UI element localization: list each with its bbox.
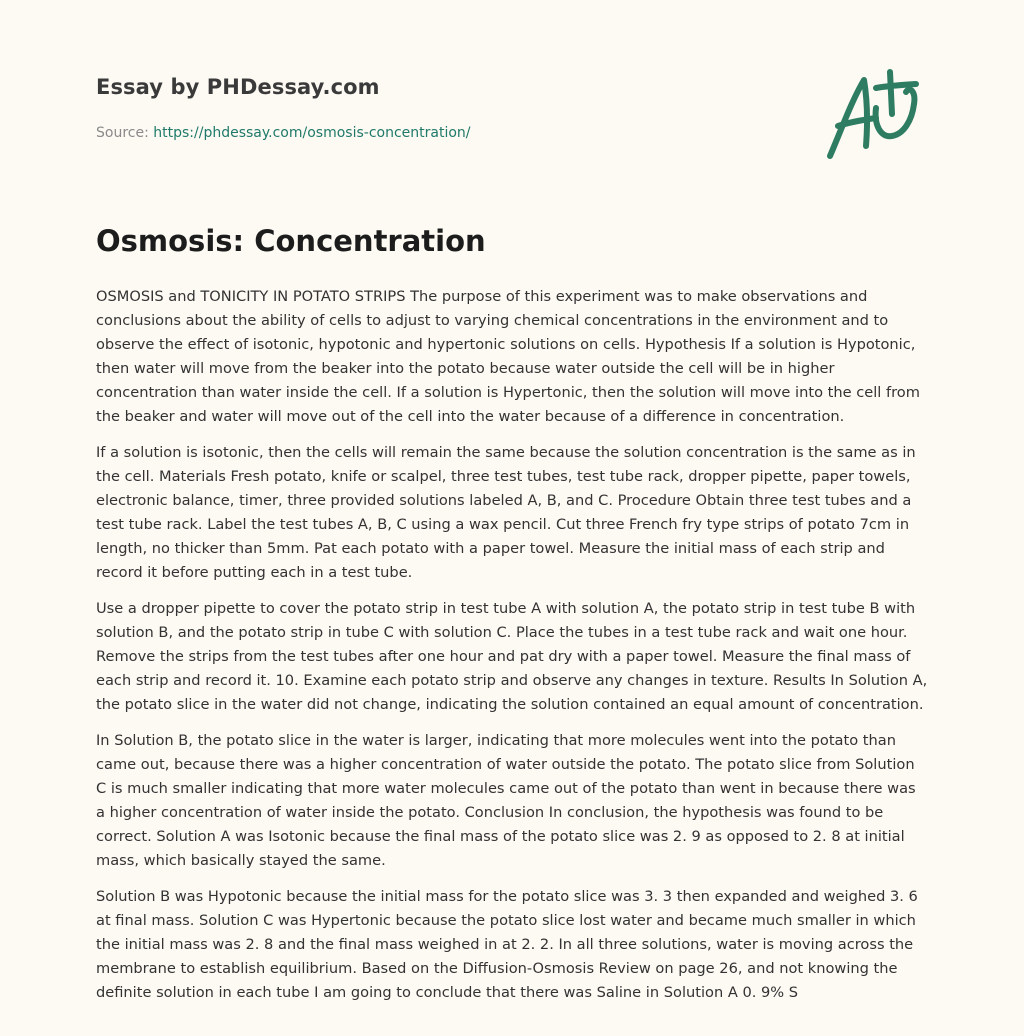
paragraph: In Solution B, the potato slice in the water is larger, indicating that more molecules went into the potato than came out, because there was a higher concentration of water outside the potato. The potato slice from Solution C is much smaller indicating that more water molecules came out of the potato than went in because there was a higher concentration of water inside the potato. Conclusion In conclusion, the hypothesis was found to be correct. Solution A was Isotonic because the final mass of the potato slice was 2. 9 as opposed to 2. 8 at initial mass, which basically stayed the same. [96,732,916,869]
source-label: Source: [96,125,149,141]
paragraph: Use a dropper pipette to cover the potato strip in test tube A with solution A, the potato strip in test tube B with solution B, and the potato strip in tube C with solution C. Place the tubes in a test tube rack and wait one hour. Remove the strips from the test tubes after one hour and pat dry with a paper towel. Measure the final mass of each strip and record it. 10. Examine each potato strip and observe any changes in texture. Results In Solution A, the potato slice in the water did not change, indicating the solution contained an equal amount of concentration. [96,600,928,713]
paragraph: Solution B was Hypotonic because the initial mass for the potato slice was 3. 3 then expanded and weighed 3. 6 at final mass. Solution C was Hypertonic because the potato slice lost water and became much smaller in which the initial mass was 2. 8 and the final mass weighed in at 2. 2. In all three solutions, water is moving across the membrane to establish equilibrium. Based on the Diffusion-Osmosis Review on page 26, and not knowing the definite solution in each tube I am going to conclude that there was Saline in Solution A 0. 9% S [96,888,918,1001]
paragraph: If a solution is isotonic, then the cells will remain the same because the solution concentration is the same as in the cell. Materials Fresh potato, knife or scalpel, three test tubes, test tube rack, dropper pipette, paper towels, electronic balance, timer, three provided solutions labeled A, B, and C. Procedure Obtain three test tubes and a test tube rack. Label the test tubes A, B, C using a wax pencil. Cut three French fry type strips of potato 7cm in length, no thicker than 5mm. Pat each potato with a paper towel. Measure the initial mass of each strip and record it before putting each in a test tube. [96,444,916,581]
article-body [96,285,928,1017]
page-header [96,75,928,141]
source-line [96,125,471,141]
a-plus-logo-icon [820,68,930,164]
article-title: Osmosis: Concentration [96,224,486,258]
paragraph: OSMOSIS and TONICITY IN POTATO STRIPS The purpose of this experiment was to make observations and conclusions about the ability of cells to adjust to varying chemical concentrations in the environment and to observe the effect of isotonic, hypotonic and hypertonic solutions on cells. Hypothesis If a solution is Hypotonic, then water will move from the beaker into the potato because water outside the cell will be in higher concentration than water inside the cell. If a solution is Hypertonic, then the solution will move into the cell from the beaker and water will move out of the cell into the water because of a difference in concentration. [96,288,920,425]
source-link[interactable]: https://phdessay.com/osmosis-concentration/ [153,125,471,141]
brand-title: Essay by PHDessay.com [96,75,380,99]
